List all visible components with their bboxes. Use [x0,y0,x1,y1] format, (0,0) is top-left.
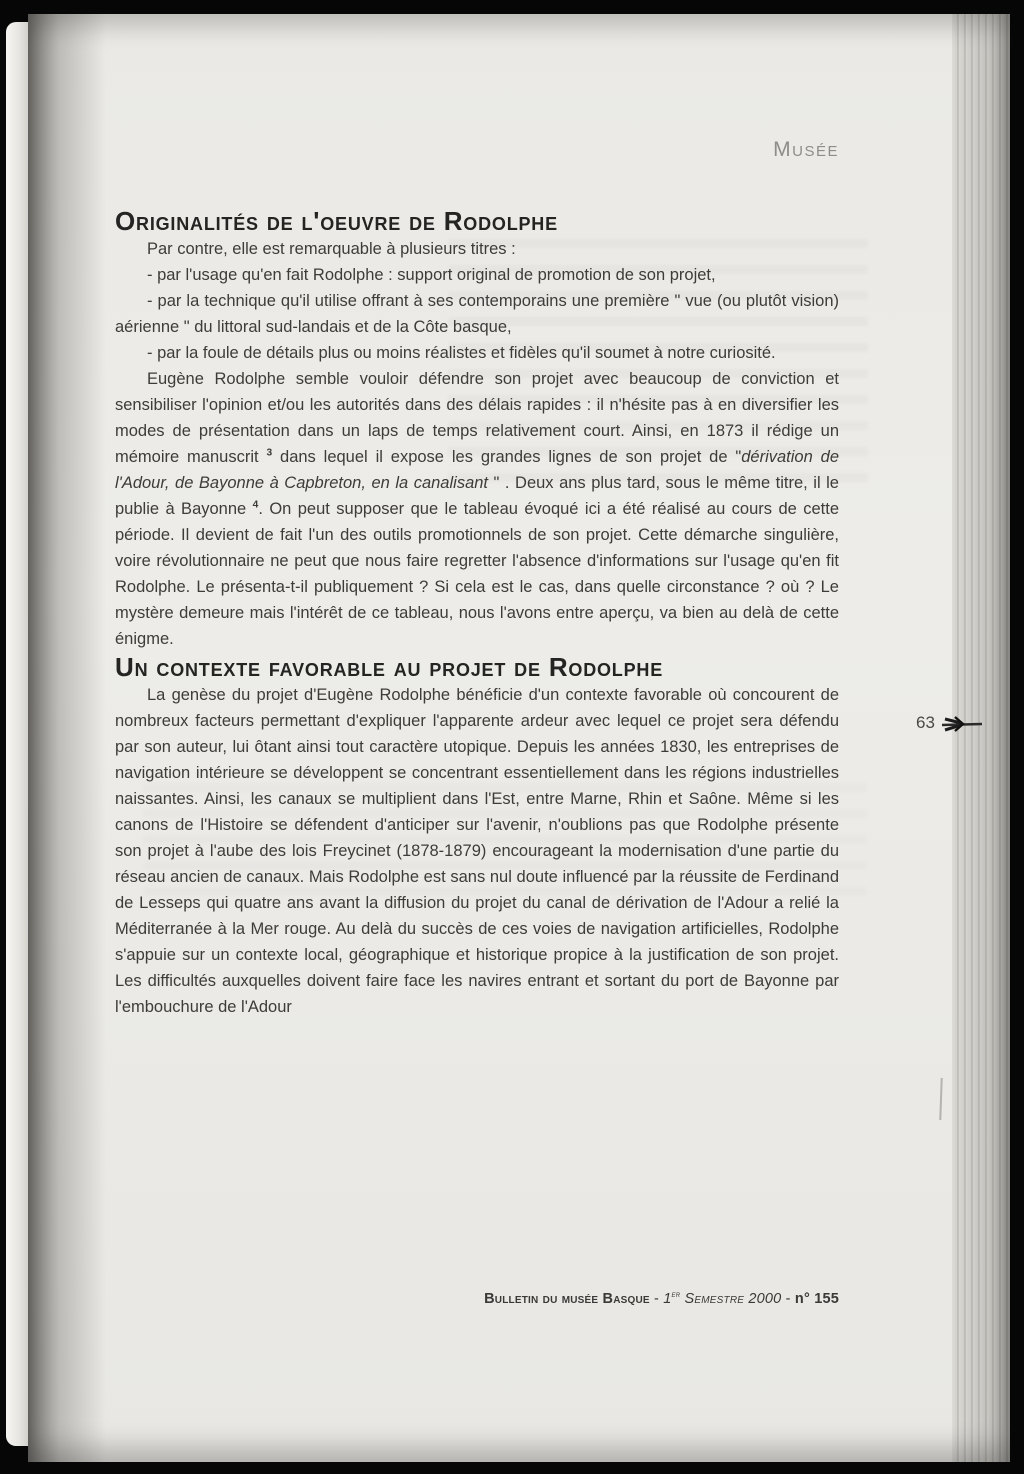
page-number: 63 [916,713,935,732]
footnote-ref-3: 3 [266,447,273,459]
paragraph-text: Eugène Rodolphe semble vouloir défendre son projet avec beaucoup de conviction et sensibiliser l'opinion et/ou les autorités dans des délais rapides : il n'hésite pas à en diversifier les modes de présentation dans un laps de temps relativement court. Ainsi, en 1873 il rédige un mémoire manuscrit [115,370,839,466]
quoted-title: dérivation de l'Adour, de Bayonne à Capbreton, en la canalisant [115,448,840,492]
footer-issue [663,1291,781,1307]
footer-issue-no: n° 155 [794,1291,839,1307]
paragraph-memoire [115,366,839,652]
stacked-page-edges [952,14,1010,1462]
paragraph-text: dans lequel il expose les grandes lignes de son projet de " [272,448,742,466]
opposite-page-edge [6,22,30,1446]
footer-issue-ordinal: er [671,1289,681,1300]
paragraph-text: . On peut supposer que le tableau évoqué ici a été réalisé au cours de cette période. Il devient de fait l'un des outils promotionnels de son projet. Cette démarche singulière, voire révolutionnaire ne peut que nous faire regretter l'absence d'informations sur l'usage qu'en fit Rodolphe. Le présenta-t-il publiquement ? Si cela est le cas, dans quelle circonstance ? où ? Le mystère demeure mais l'intérêt de ce tableau, nous l'avons entre aperçu, va bien au delà de cette énigme. [115,500,839,648]
footer-separator: - [649,1291,664,1307]
list-item-usage: - par l'usage qu'en fait Rodolphe : support original de promotion de son projet, [147,266,716,284]
page-header-label: Musée [773,138,839,161]
list-item-details: - par la foule de détails plus ou moins réalistes et fidèles qu'il soumet à notre curiosité. [147,344,776,362]
paragraph-text: " . Deux ans plus tard, sous le même titre, il le publie à Bayonne [115,474,839,518]
footer-issue-rest: Semestre 2000 [680,1291,782,1307]
footer-separator: - [781,1291,795,1307]
section-heading-contexte: Un contexte favorable au projet de Rodolphe [115,652,663,682]
gutter-shadow [28,14,106,1462]
footnote-ref-4: 4 [252,499,259,511]
footer-issue-number: 1 [663,1291,672,1307]
paragraph-contexte: La genèse du projet d'Eugène Rodolphe bénéficie d'un contexte favorable où concourent de nombreux facteurs permettant d'expliquer l'apparente ardeur avec lequel ce projet sera défendu par son auteur, lui ôtant ainsi tout caractère utopique. Depuis les années 1830, les entreprises de navigation intérieure se développent se concentrant essentiellement dans les régions industrielles naissantes. Ainsi, les canaux se multiplient dans l'Est, entre Marne, Rhin et Saône. Même si les canons de l'Histoire se défendent d'anticiper sur l'avenir, n'oublions pas que Rodolphe présente son projet à l'aube des lois Freycinet (1878-1879) encourageant la modernisation d'une partie du réseau ancien de canaux. Mais Rodolphe est sans nul doute influencé par la réussite de Ferdinand de Lesseps qui quatre ans avant la diffusion du projet du canal de dérivation de l'Adour a relié la Méditerranée à la Mer rouge. Au delà du succès de ces voies de navigation artificielles, Rodolphe s'appuie sur un contexte local, géographique et historique propice à la justification de son projet. Les difficultés auxquelles doivent faire face les navires entrant et sortant du port de Bayonne par l'embouchure de l'Adour [115,686,839,1016]
list-item-technique: - par la technique qu'il utilise offrant à ses contemporains une première " vue (ou plutôt vision) aérienne " du littoral sud-landais et de la Côte basque, [115,292,839,336]
binding-mark-icon [941,714,983,734]
page-content [115,138,839,1020]
section-heading-originalites: Originalités de l'oeuvre de Rodolphe [115,206,558,236]
paragraph-intro: Par contre, elle est remarquable à plusieurs titres : [147,240,516,258]
footer-journal-title: Bulletin du musée Basque [484,1291,650,1307]
footer [115,1291,839,1307]
